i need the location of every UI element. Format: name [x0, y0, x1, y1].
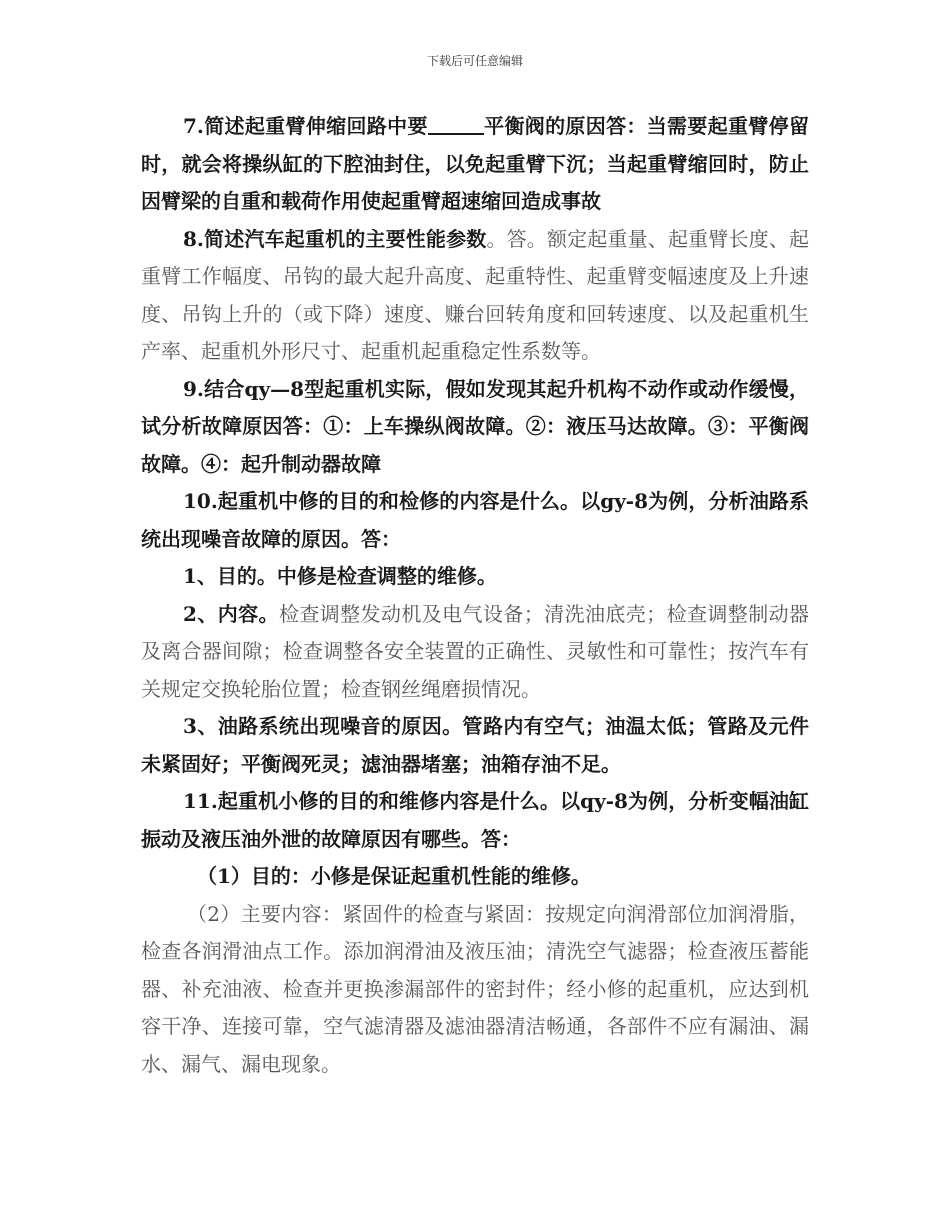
- question-10-content: [141, 596, 809, 709]
- question-11-title: 11.起重机小修的目的和维修内容是什么。以qy-8为例，分析变幅油缸振动及液压油外泄的故障原因有哪些。答：: [141, 789, 809, 851]
- question-8: [141, 221, 809, 371]
- question-11-purpose: （1）目的：小修是保证起重机性能的维修。: [197, 864, 591, 888]
- question-7-lead: 7.简述起重臂伸缩回路中要: [183, 114, 428, 138]
- question-10-content-label: 2、内容。: [183, 601, 279, 626]
- question-8-title: 8.简述汽车起重机的主要性能参数: [183, 226, 487, 251]
- question-11-content-body: 紧固件的检查与紧固：按规定向润滑部位加润滑脂，检查各润滑油点工作。添加润滑油及液压油；清洗空气滤器；检查液压蓄能器、补充油液、检查并更换渗漏部件的密封件；经小修的起重机，应达到机容干净、连接可靠，空气滤清器及滤油器清洁畅通，各部件不应有漏油、漏水、漏气、漏电现象。: [141, 901, 809, 1076]
- question-7-answer: 平衡阀的原因答：当需要起重臂停留时，就会将操纵缸的下腔油封住，以免起重臂下沉；当起重臂缩回时，防止因臂梁的自重和载荷作用使起重臂超速缩回造成事故: [141, 114, 810, 213]
- question-10-content-body: 检查调整发动机及电气设备；清洗油底壳；检查调整制动器及离合器间隙；检查调整各安全装置的正确性、灵敏性和可靠性；按汽车有关规定交换轮胎位置；检查钢丝绳磨损情况。: [141, 601, 810, 701]
- question-11-content: [141, 896, 809, 1084]
- fill-blank-line: [428, 113, 484, 135]
- question-10-title: 10.起重机中修的目的和检修的内容是什么。以gy-8为例，分析油路系统出现噪音故障的原因。答：: [141, 489, 809, 551]
- document-body: [141, 108, 809, 1083]
- question-10-noise-causes: 3、油路系统出现噪音的原因。管路内有空气；油温太低；管路及元件未紧固好；平衡阀死灵；滤油器堵塞；油箱存油不足。: [141, 714, 809, 776]
- question-9: 9.结合qy—8型起重机实际，假如发现其起升机构不动作或动作缓慢，试分析故障原因答：①：上车操纵阀故障。②：液压马达故障。③：平衡阀故障。④：起升制动器故障: [141, 376, 809, 476]
- question-10-purpose: 1、目的。中修是检查调整的维修。: [183, 564, 497, 588]
- question-7: [141, 108, 809, 221]
- page-header: 下载后可任意编辑: [426, 54, 523, 68]
- question-8-answer: 。答。额定起重量、起重臂长度、起重臂工作幅度、吊钩的最大起升高度、起重特性、起重臂变幅速度及上升速度、吊钩上升的（或下降）速度、赚台回转角度和回转速度、以及起重机生产率、起重机外形尺寸、起重机起重稳定性系数等。: [141, 226, 809, 363]
- question-11-content-label: （2）主要内容：: [187, 901, 343, 926]
